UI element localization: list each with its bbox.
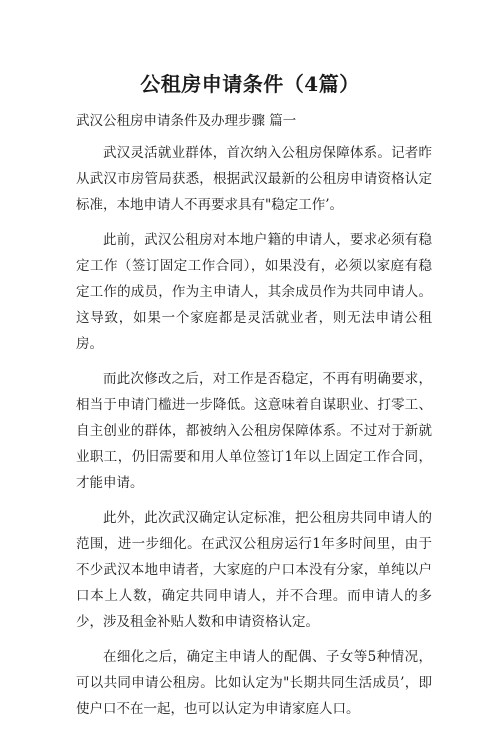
paragraph-4: 此外，此次武汉确定认定标准，把公租房共同申请人的范围，进一步细化。在武汉公租房运行1年多时间里，由于不少武汉本地申请者，大家庭的户口本没有分家，单纯以户口本上人数，确定共同申请人，并不合理。而申请人的多少，涉及租金补贴人数和申请资格认定。 — [76, 510, 432, 630]
paragraph-1: 武汉灵活就业群体，首次纳入公租房保障体系。记者昨从武汉市房管局获悉，根据武汉最新的公租房申请资格认定标准，本地申请人不再要求具有"稳定工作’。 — [76, 145, 432, 213]
paragraph-3: 而此次修改之后，对工作是否稳定，不再有明确要求，相当于申请门槛进一步降低。这意味着自谋职业、打零工、自主创业的群体，都被纳入公租房保障体系。不过对于新就业职工，仍旧需要和用人单位签订1年以上固定工作合同，才能申请。 — [76, 371, 432, 491]
document-body — [76, 140, 432, 731]
paragraph-2: 此前，武汉公租房对本地户籍的申请人，要求必须有稳定工作（签订固定工作合同），如果没有，必须以家庭有稳定工作的成员，作为主申请人，其余成员作为共同申请人。这导致，如果一个家庭都是灵活就业者，则无法申请公租房。 — [76, 232, 432, 352]
section-heading: 武汉公租房申请条件及办理步骤 篇一 — [76, 113, 297, 129]
paragraph-5: 在细化之后，确定主申请人的配偶、子女等5种情况，可以共同申请公租房。比如认定为"长期共同生活成员’，即使户口不在一起，也可以认定为申请家庭人口。 — [76, 649, 432, 717]
document-title: 公租房申请条件（4篇） — [140, 72, 360, 96]
